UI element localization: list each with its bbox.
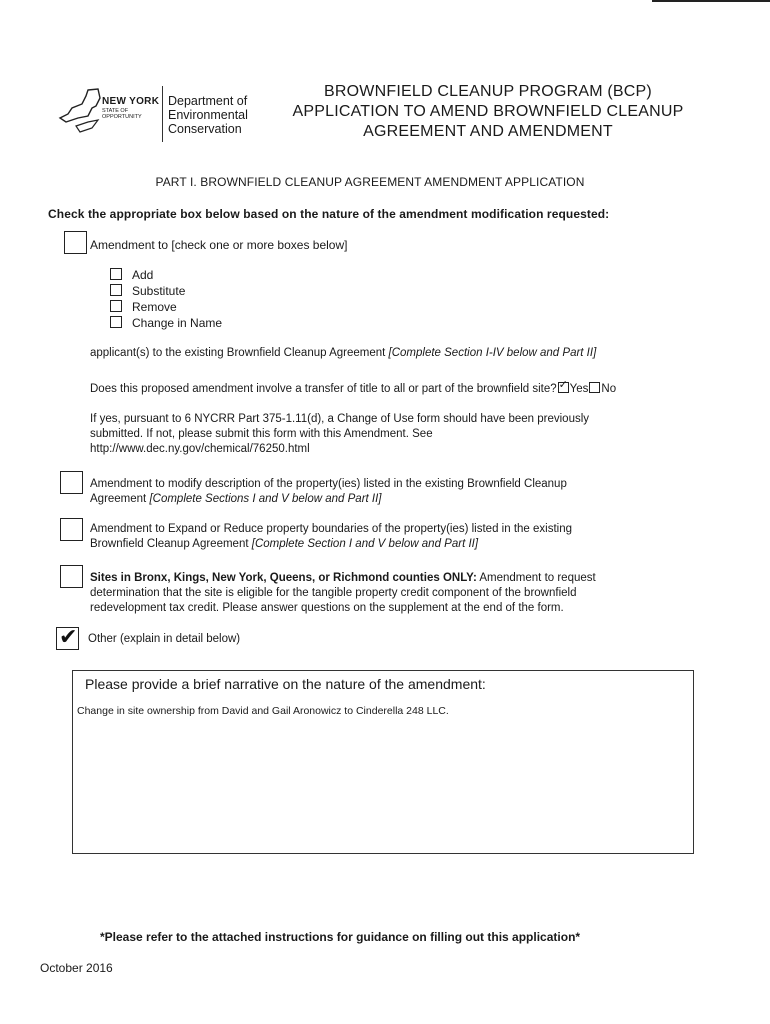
narrative-box[interactable]: [72, 670, 694, 854]
title-line-1: BROWNFIELD CLEANUP PROGRAM (BCP): [324, 83, 652, 100]
form-date: October 2016: [40, 961, 113, 975]
form-title: [276, 82, 700, 142]
remove-label: Remove: [132, 300, 177, 314]
top-edge-line: [652, 0, 770, 2]
nyc-counties-lead: Sites in Bronx, Kings, New York, Queens, or Richmond counties ONLY:: [90, 572, 477, 584]
applicant-text: applicant(s) to the existing Brownfield Cleanup Agreement: [90, 347, 389, 359]
change-of-use-line-2: submitted. If not, please submit this form with this Amendment. See: [90, 428, 433, 440]
modify-description-instruction: [Complete Sections I and V below and Part II]: [149, 493, 382, 505]
logo-divider: [162, 86, 163, 142]
applicant-line: [90, 346, 596, 361]
expand-reduce-line-1: Amendment to Expand or Reduce property boundaries of the property(ies) listed in the existing: [90, 523, 572, 535]
transfer-yes-checkbox[interactable]: [558, 382, 569, 393]
modify-description-line-2: [90, 492, 567, 507]
title-line-3: AGREEMENT AND AMENDMENT: [363, 123, 613, 140]
nyc-counties-line-1: [90, 571, 596, 586]
expand-reduce-checkbox[interactable]: [60, 518, 83, 541]
footer-instructions-note: *Please refer to the attached instructions for guidance on filling out this application*: [100, 930, 581, 944]
nyc-counties-checkbox[interactable]: [60, 565, 83, 588]
expand-reduce-line-2: [90, 537, 572, 552]
applicant-instruction: [Complete Section I-IV below and Part II]: [388, 347, 597, 359]
expand-reduce-instruction: [Complete Section I and V below and Part II]: [251, 538, 479, 550]
nyc-counties-text: [90, 571, 596, 616]
expand-reduce-plain: Brownfield Cleanup Agreement: [90, 538, 252, 550]
modify-description-checkbox[interactable]: [60, 471, 83, 494]
modify-description-text: [90, 477, 567, 507]
substitute-label: Substitute: [132, 284, 186, 298]
substitute-checkbox[interactable]: [110, 284, 122, 296]
transfer-question-line: [90, 382, 616, 397]
nyc-counties-line-3: redevelopment tax credit. Please answer questions on the supplement at the end of the form.: [90, 602, 564, 614]
narrative-prompt: Please provide a brief narrative on the nature of the amendment:: [85, 676, 486, 692]
other-checkbox[interactable]: [56, 627, 79, 650]
department-line-2: Environmental: [168, 108, 248, 122]
change-of-use-block: [90, 412, 589, 457]
transfer-question: Does this proposed amendment involve a transfer of title to all or part of the brownfield site?: [90, 383, 557, 395]
logo-state-name: NEW YORK: [102, 96, 160, 107]
logo-state-tagline: STATE OF OPPORTUNITY: [102, 108, 142, 120]
add-checkbox[interactable]: [110, 268, 122, 280]
change-of-use-line-1: If yes, pursuant to 6 NYCRR Part 375-1.11(d), a Change of Use form should have been previously: [90, 413, 590, 425]
transfer-yes-label: Yes: [569, 383, 589, 395]
nys-dec-logo: [58, 80, 268, 146]
other-label: Other (explain in detail below): [88, 633, 241, 645]
expand-reduce-text: [90, 522, 572, 552]
modify-description-plain: Agreement: [90, 493, 150, 505]
department-line-3: Conservation: [168, 122, 242, 136]
transfer-no-checkbox[interactable]: [589, 382, 600, 393]
department-line-1: Department of: [168, 94, 248, 108]
add-label: Add: [132, 268, 154, 282]
narrative-answer[interactable]: Change in site ownership from David and Gail Aronowicz to Cinderella 248 LLC.: [77, 705, 449, 717]
amendment-to-checkbox[interactable]: [64, 231, 87, 254]
instruction-text: Check the appropriate box below based on the nature of the amendment modification requested:: [48, 207, 610, 221]
department-name: [168, 94, 248, 136]
modify-description-line-1: Amendment to modify description of the property(ies) listed in the existing Brownfield Cleanup: [90, 478, 567, 490]
ny-state-outline-icon: [58, 88, 104, 138]
part-title: PART I. BROWNFIELD CLEANUP AGREEMENT AMENDMENT APPLICATION: [155, 175, 585, 189]
remove-checkbox[interactable]: [110, 300, 122, 312]
title-line-2: APPLICATION TO AMEND BROWNFIELD CLEANUP: [292, 103, 684, 120]
amendment-to-label: Amendment to [check one or more boxes below]: [90, 238, 348, 252]
nyc-counties-line-2: determination that the site is eligible for the tangible property credit component of the brownfield: [90, 587, 577, 599]
change-in-name-label: Change in Name: [132, 316, 223, 330]
change-in-name-checkbox[interactable]: [110, 316, 122, 328]
transfer-no-label: No: [601, 383, 617, 395]
change-of-use-link[interactable]: http://www.dec.ny.gov/chemical/76250.html: [90, 443, 310, 455]
nyc-counties-rest: Amendment to request: [476, 572, 596, 584]
